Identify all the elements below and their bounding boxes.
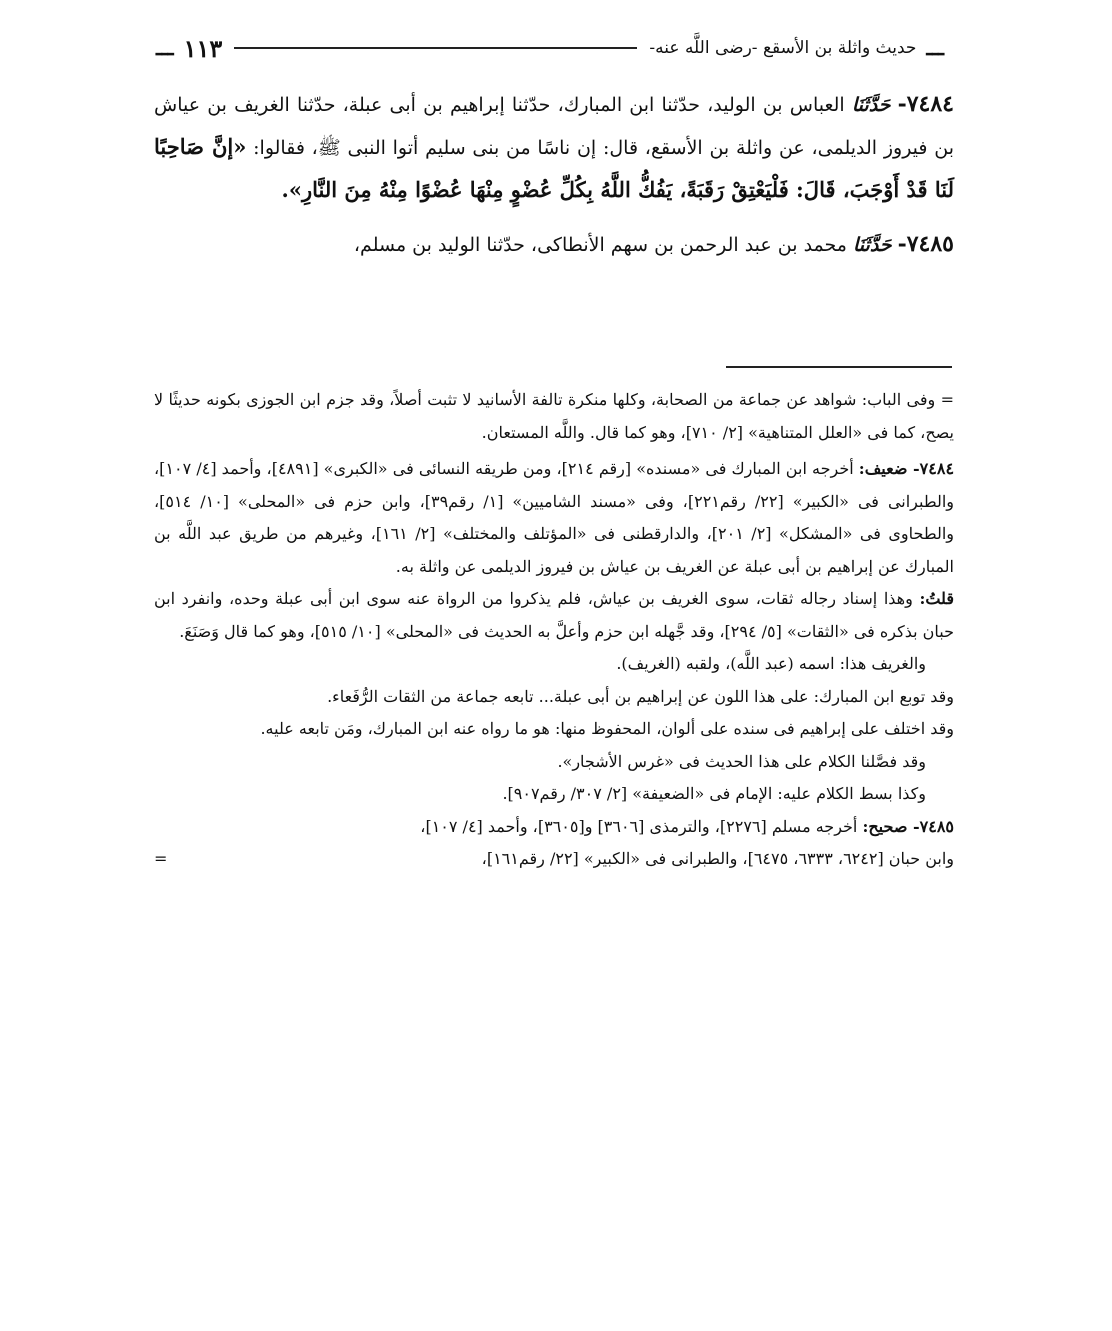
footnote-qult bbox=[154, 583, 954, 648]
footnote-text: أخرجه مسلم [٢٢٧٦]، والترمذى [٣٦٠٦] و[٣٦٠٥]، وأحمد [٤/ ١٠٧]، bbox=[420, 816, 863, 836]
haddathana-word: حَدَّثَنَا bbox=[851, 94, 891, 116]
footnote-separator bbox=[726, 366, 952, 368]
running-header bbox=[150, 30, 950, 66]
footnote-basat: وكذا بسط الكلام عليه: الإمام فى «الضعيفة» [٢/ ٣٠٧/ رقم٩٠٧]. bbox=[502, 784, 926, 803]
footnote-7484 bbox=[154, 453, 954, 583]
hadith-7485 bbox=[154, 224, 954, 266]
qult-text: وهذا إسناد رجاله ثقات، سوى الغريف بن عياش، فلم يذكروا من الرواة عنه سوى ابن أبى عبلة وحده، وانفرد ابن حبان بذكره فى «الثقات» [٥/ ٢٩٤]، وقد جَّهله ابن حزم وأعلَّ به الحديث فى «المحلى» [١٠/ ٥١٥]، وهو كما قال وَصَنَعَ. bbox=[154, 589, 954, 641]
page-number: ١١٣ bbox=[183, 33, 223, 63]
header-dash-right: ـــ bbox=[926, 36, 944, 60]
main-text bbox=[154, 84, 954, 266]
hadith-matn: «إنَّ صَاحِبًا لَنَا قَدْ أَوْجَبَ، قَالَ: فَلْيَعْتِقْ رَقَبَةً، يَفُكُّ اللَّهُ بِكُلِّ عُضْوٍ مِنْهَا عُضْوًا مِنْهُ مِنَ النَّارِ». bbox=[154, 134, 954, 202]
hadith-isnad: محمد بن عبد الرحمن بن سهم الأنطاكى، حدّثنا الوليد بن مسلم، bbox=[353, 234, 854, 256]
footnotes bbox=[154, 384, 954, 876]
header-rule bbox=[234, 47, 637, 49]
hadith-number: ٧٤٨٤- bbox=[897, 91, 954, 117]
haddathana-word: حَدَّثَنَا bbox=[853, 234, 892, 256]
header-title: حديث واثلة بن الأسقع -رضى اللَّه عنه- bbox=[649, 38, 917, 58]
hadith-isnad: العباس بن الوليد، حدّثنا ابن المبارك، حدّثنا إبراهيم بن أبى عبلة، حدّثنا الغريف بن عياش بن فيروز الديلمى، عن واثلة بن الأسقع، قال: إن ناسًا من بنى سليم أتوا النبى ﷺ، فقالوا: bbox=[154, 94, 955, 159]
footnote-lead: ٧٤٨٥- صحيح: bbox=[862, 816, 954, 836]
continuation-mark: = bbox=[154, 849, 168, 868]
hadith-7484 bbox=[154, 84, 954, 212]
footnote-fassalna: وقد فصَّلنا الكلام على هذا الحديث فى «غرس الأشجار». bbox=[557, 751, 926, 771]
header-dash-left: ـــ bbox=[156, 36, 174, 60]
hadith-number: ٧٤٨٥- bbox=[897, 231, 954, 257]
footnote-ghurayf: والغريف هذا: اسمه (عبد اللَّه)، ولقبه (الغريف). bbox=[616, 654, 926, 673]
footnote-continuation: = وفى الباب: شواهد عن جماعة من الصحابة، وكلها منكرة تالفة الأسانيد لا تثبت أصلاً، وقد جزم ابن الجوزى بكونه حديثًا لا يصح، كما فى «العلل المتناهية» [٢/ ٧١٠]، وهو كما قال. واللَّه المستعان. bbox=[154, 390, 954, 442]
footnote-7485 bbox=[154, 811, 954, 844]
footnote-ikhtulif: وقد اختلف على إبراهيم فى سنده على ألوان، المحفوظ منها: هو ما رواه عنه ابن المبارك، ومَن تابعه عليه. bbox=[260, 719, 954, 738]
qult-lead: قلتُ: bbox=[919, 589, 954, 608]
footnote-text: وابن حبان [٦٢٤٢، ٦٣٣٣، ٦٤٧٥]، والطبرانى فى «الكبير» [٢٢/ رقم١٦١]، bbox=[481, 849, 954, 868]
footnote-text: أخرجه ابن المبارك فى «مسنده» [رقم ٢١٤]، ومن طريقه النسائى فى «الكبرى» [٤٨٩١]، وأحمد [٤/ ١٠٧]، والطبرانى فى «الكبير» [٢٢/ رقم٢٢١]، وفى «مسند الشاميين» [١/ رقم٣٩]، وابن حزم فى «المحلى» [١٠/ ٥١٤]، والطحاوى فى «المشكل» [٢/ ٢٠١]، والدارقطنى فى «المؤتلف والمختلف» [٢/ ١٦١]، وغيرهم من طريق عبد اللَّه بن المبارك عن إبراهيم بن أبى عبلة عن الغريف بن عياش بن فيروز الديلمى عن واثلة به. bbox=[154, 459, 955, 576]
footnote-7485-last-line bbox=[154, 843, 954, 876]
footnote-lead: ٧٤٨٤- ضعيف: bbox=[858, 459, 955, 478]
footnote-tubi: وقد توبع ابن المبارك: على هذا اللون عن إبراهيم بن أبى عبلة... تابعه جماعة من الثقات الرُّفَعاء. bbox=[327, 686, 954, 706]
